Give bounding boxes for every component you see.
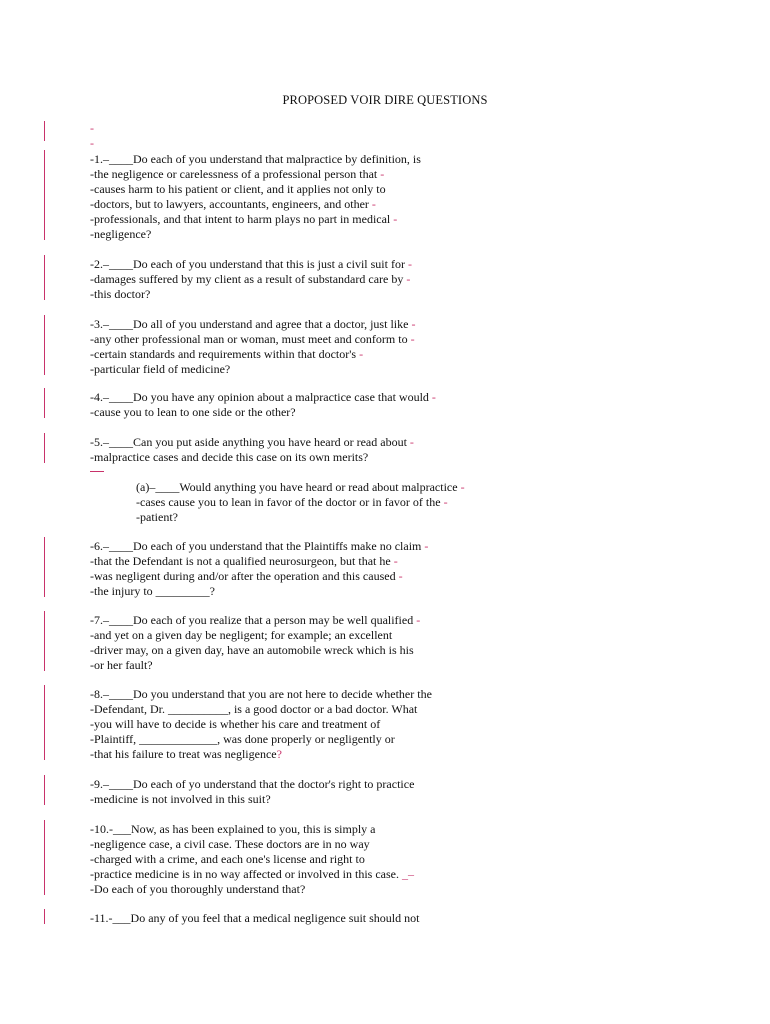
revision-bar [44,611,45,671]
change-mark: - [395,569,403,583]
question-line [90,167,421,182]
line-text: -patient? [136,510,178,524]
line-text: -driver may, on a given day, have an automobile wreck which is his [90,643,414,657]
revision-bar [44,820,45,895]
line-text: -or her fault? [90,658,153,672]
question-line [90,435,414,450]
header-marks [90,121,94,151]
question-line [90,390,436,405]
revision-bar [44,775,45,805]
change-mark: - [403,272,411,286]
question-block [90,539,428,599]
question-line [90,584,428,599]
question-line [90,347,415,362]
revision-bar [44,433,45,463]
header-mark: - [90,121,94,135]
question-line [90,837,414,852]
line-text: -and yet on a given day be negligent; for example; an excellent [90,628,393,642]
question-line [90,554,428,569]
line-text: -7.–____Do each of you realize that a person may be well qualified [90,613,414,627]
question-line [90,257,412,272]
header-mark: - [90,136,94,150]
sub-question [136,480,465,525]
question-line [90,287,412,302]
line-text: -damages suffered by my client as a result of substandard care by [90,272,404,286]
question-line [90,569,428,584]
revision-bar [44,121,45,141]
question-line [136,510,465,525]
line-text: -medicine is not involved in this suit? [90,792,271,806]
question-line [90,197,421,212]
question-line [90,212,421,227]
change-mark: - [428,390,436,404]
question-line [90,539,428,554]
question-line [90,182,421,197]
question-line [90,717,432,732]
line-text: -causes harm to his patient or client, and it applies not only to [90,182,386,196]
change-mark: - [421,539,429,553]
question-block [90,317,415,377]
change-mark: _– [399,867,414,881]
line-text: -cases cause you to lean in favor of the doctor or in favor of the [136,495,441,509]
question-block [90,390,436,420]
question-line [90,272,412,287]
revision-bar [44,685,45,760]
change-mark: - [390,554,398,568]
question-line [90,658,420,673]
question-line [90,405,436,420]
line-text: -Defendant, Dr. __________, is a good doctor or a bad doctor. What [90,702,418,716]
line-text: -1.–____Do each of you understand that malpractice by definition, is [90,152,421,166]
line-text: -negligence? [90,227,152,241]
line-text: -certain standards and requirements within that doctor's [90,347,357,361]
line-text: -11.-___Do any of you feel that a medical negligence suit should not [90,911,420,925]
change-mark: - [390,212,398,226]
line-text: -that the Defendant is not a qualified neurosurgeon, but that he [90,554,391,568]
question-block [90,257,412,302]
change-mark: - [407,332,415,346]
question-line [90,852,414,867]
line-text: -Do each of you thoroughly understand that? [90,882,306,896]
revision-bar [44,255,45,300]
line-text: -3.–____Do all of you understand and agree that a doctor, just like [90,317,409,331]
question-line [90,867,414,882]
revision-bar [44,315,45,375]
line-text: -you will have to decide is whether his care and treatment of [90,717,381,731]
revision-bar [44,909,45,924]
question-line [90,152,421,167]
revision-bar [44,388,45,418]
page-title: PROPOSED VOIR DIRE QUESTIONS [282,93,488,107]
question-line [90,911,419,926]
question-line [90,643,420,658]
line-text: -any other professional man or woman, must meet and conform to [90,332,408,346]
question-block [90,687,432,762]
change-mark: - [457,480,465,494]
line-text: -particular field of medicine? [90,362,231,376]
line-text: -negligence case, a civil case. These doctors are in no way [90,837,370,851]
question-line [90,687,432,702]
line-text: -professionals, and that intent to harm plays no part in medical [90,212,391,226]
question-line [136,480,465,495]
change-mark: - [404,257,412,271]
question-line [90,732,432,747]
line-text: -2.–____Do each of you understand that this is just a civil suit for [90,257,405,271]
question-line [90,362,415,377]
question-line [90,777,414,792]
question-line [90,822,414,837]
question-line [90,227,421,242]
question-block [90,911,419,926]
line-text: -charged with a crime, and each one's license and right to [90,852,365,866]
question-line [90,628,420,643]
line-text: -was negligent during and/or after the operation and this caused [90,569,396,583]
line-text: -6.–____Do each of you understand that the Plaintiffs make no claim [90,539,422,553]
change-mark: - [368,197,376,211]
line-text: -practice medicine is in no way affected or involved in this case. [90,867,399,881]
line-text: -malpractice cases and decide this case on its own merits? [90,450,369,464]
line-text: -cause you to lean to one side or the other? [90,405,296,419]
question-line [90,332,415,347]
question-line [90,702,432,717]
change-mark: - [406,435,414,449]
question-line [90,792,414,807]
question-line [90,317,415,332]
change-mark: - [377,167,385,181]
line-text: -that his failure to treat was negligence [90,747,277,761]
question-block [90,777,414,807]
line-text: -this doctor? [90,287,151,301]
line-text: -the injury to _________? [90,584,215,598]
line-text: -8.–____Do you understand that you are not here to decide whether the [90,687,432,701]
question-line [90,747,432,762]
question-block [90,613,420,673]
line-text: -the negligence or carelessness of a professional person that [90,167,378,181]
line-text: -9.–____Do each of yo understand that the doctor's right to practice [90,777,415,791]
change-mark: - [408,317,416,331]
change-mark: - [440,495,448,509]
line-text: -4.–____Do you have any opinion about a malpractice case that would [90,390,429,404]
line-text: -10.-___Now, as has been explained to you, this is simply a [90,822,376,836]
revision-bar [44,150,45,240]
question-block [90,152,421,242]
question-line [90,882,414,897]
question-block [90,435,414,465]
change-mark: ? [276,747,282,761]
question-block [90,822,414,897]
change-mark: - [413,613,421,627]
change-mark: - [356,347,364,361]
line-text: -doctors, but to lawyers, accountants, engineers, and other [90,197,369,211]
line-text: -Plaintiff, _____________, was done properly or negligently or [90,732,395,746]
line-text: -5.–____Can you put aside anything you have heard or read about [90,435,407,449]
stray-change-mark [90,471,104,472]
question-line [90,450,414,465]
question-line [136,495,465,510]
line-text: (a)–____Would anything you have heard or read about malpractice [136,480,458,494]
revision-bar [44,537,45,597]
question-line [90,613,420,628]
